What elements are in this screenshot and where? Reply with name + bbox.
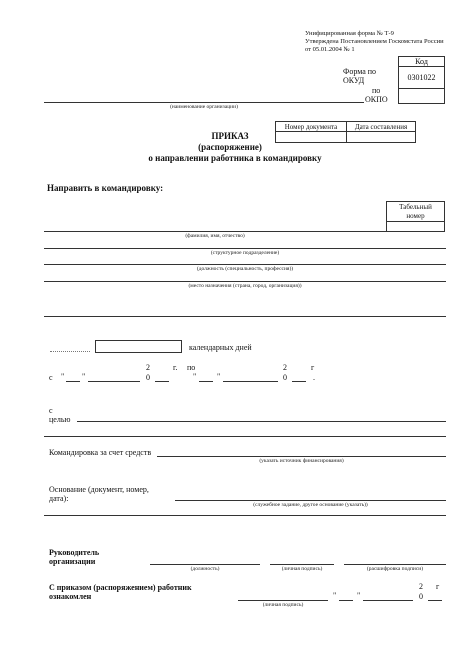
from-year-digit-0: 0 xyxy=(146,373,150,382)
fio-line[interactable] xyxy=(44,231,386,232)
ack-year-digit-2: 2 xyxy=(419,582,423,591)
ack-year-suffix: г xyxy=(436,582,440,591)
tab-number-label-1: Табельный xyxy=(399,203,432,211)
from-year-suffix: г. xyxy=(173,363,178,372)
dept-line[interactable] xyxy=(44,248,446,249)
to-year-digit-2: 2 xyxy=(283,363,287,372)
org-name-caption: (наименование организации) xyxy=(170,104,238,110)
days-count-input[interactable] xyxy=(95,340,182,353)
funding-line[interactable] xyxy=(157,456,446,457)
from-month-line[interactable] xyxy=(88,381,140,382)
basis-line-2[interactable] xyxy=(44,515,446,516)
head-decoding-line[interactable] xyxy=(344,564,446,565)
form-header-line-3: от 05.01.2004 № 1 xyxy=(305,46,355,53)
ack-day-line[interactable] xyxy=(339,600,353,601)
head-signature-caption: (личная подпись) xyxy=(281,566,323,572)
ack-label-1: С приказом (распоряжением) работник xyxy=(49,583,192,592)
to-quote-open: " xyxy=(193,372,197,381)
tab-number-cell[interactable] xyxy=(386,221,445,232)
basis-line[interactable] xyxy=(175,500,446,501)
head-position-line[interactable] xyxy=(150,564,260,565)
purpose-label-2: целью xyxy=(49,415,71,424)
ack-month-line[interactable] xyxy=(363,600,413,601)
page-title-purpose: о направлении работника в командировку xyxy=(148,153,322,163)
okpo-value-cell[interactable] xyxy=(398,88,445,104)
from-quote-open: " xyxy=(61,372,65,381)
ack-quote-close: " xyxy=(357,591,361,600)
funding-caption: (указать источник финансирования) xyxy=(259,458,344,464)
days-prefix-line xyxy=(50,351,90,352)
purpose-line[interactable] xyxy=(77,421,446,422)
from-day-line[interactable] xyxy=(66,381,80,382)
ack-signature-line[interactable] xyxy=(238,600,328,601)
from-year-digit-2: 2 xyxy=(146,363,150,372)
days-label: календарных дней xyxy=(189,343,252,352)
fio-caption: (фамилия, имя, отчество) xyxy=(185,233,245,239)
okud-value: 0301022 xyxy=(407,73,436,82)
purpose-line-2[interactable] xyxy=(44,436,446,437)
ack-label-2: ознакомлен xyxy=(49,592,92,601)
purpose-label-1: с xyxy=(49,406,53,415)
to-quote-close: " xyxy=(217,372,221,381)
doc-number-header-label: Номер документа xyxy=(284,123,338,131)
to-year-line[interactable] xyxy=(292,381,306,382)
doc-date-cell[interactable] xyxy=(346,131,416,143)
okud-label-1: Форма по xyxy=(343,67,377,76)
tab-number-header xyxy=(386,201,445,222)
destination-line-2[interactable] xyxy=(44,316,446,317)
okpo-label-1: по xyxy=(372,86,381,95)
from-prefix: с xyxy=(49,373,53,382)
head-decoding-caption: (расшифровка подписи) xyxy=(366,566,424,572)
doc-date-header-label: Дата составления xyxy=(354,123,408,131)
dept-caption: (структурное подразделение) xyxy=(210,250,280,256)
head-position-caption: (должность) xyxy=(190,566,220,572)
okud-value-cell[interactable] xyxy=(398,66,445,89)
send-on-trip-label: Направить в командировку: xyxy=(47,183,164,193)
form-header-line-2: Утверждена Постановлением Госкомстата России xyxy=(305,38,444,45)
to-month-line[interactable] xyxy=(223,381,278,382)
to-day-line[interactable] xyxy=(199,381,213,382)
tab-number-label-2: номер xyxy=(406,212,425,220)
funding-label: Командировка за счет средств xyxy=(49,448,152,457)
head-label-1: Руководитель xyxy=(49,548,100,557)
form-header-line-1: Унифицированная форма № Т-9 xyxy=(305,30,394,37)
org-name-line[interactable] xyxy=(44,102,364,103)
ack-year-digit-0: 0 xyxy=(419,592,423,601)
basis-label-1: Основание (документ, номер, xyxy=(49,485,149,494)
basis-caption: (служебное задание, другое основание (указать)) xyxy=(253,502,368,508)
from-year-line[interactable] xyxy=(155,381,169,382)
to-dot: . xyxy=(313,373,315,382)
head-label-2: организации xyxy=(49,557,96,566)
from-quote-close: " xyxy=(82,372,86,381)
destination-line[interactable] xyxy=(44,281,446,282)
page-title: ПРИКАЗ xyxy=(211,131,249,141)
to-year-suffix: г xyxy=(311,363,315,372)
to-year-digit-0: 0 xyxy=(283,373,287,382)
okud-label-2: ОКУД xyxy=(343,76,365,85)
page-subtitle: (распоряжение) xyxy=(198,142,262,152)
position-caption: (должность (специальность, профессия)) xyxy=(196,266,294,272)
okpo-label-2: ОКПО xyxy=(365,95,388,104)
head-signature-line[interactable] xyxy=(270,564,334,565)
position-line[interactable] xyxy=(44,264,446,265)
code-header-label: Код xyxy=(415,57,428,66)
basis-label-2: дата): xyxy=(49,494,69,503)
destination-caption: (место назначения (страна, город, организация)) xyxy=(188,283,302,289)
ack-year-line[interactable] xyxy=(428,600,442,601)
to-prefix: по xyxy=(187,363,196,372)
ack-quote-open: " xyxy=(333,591,337,600)
ack-signature-caption: (личная подпись) xyxy=(262,602,304,608)
